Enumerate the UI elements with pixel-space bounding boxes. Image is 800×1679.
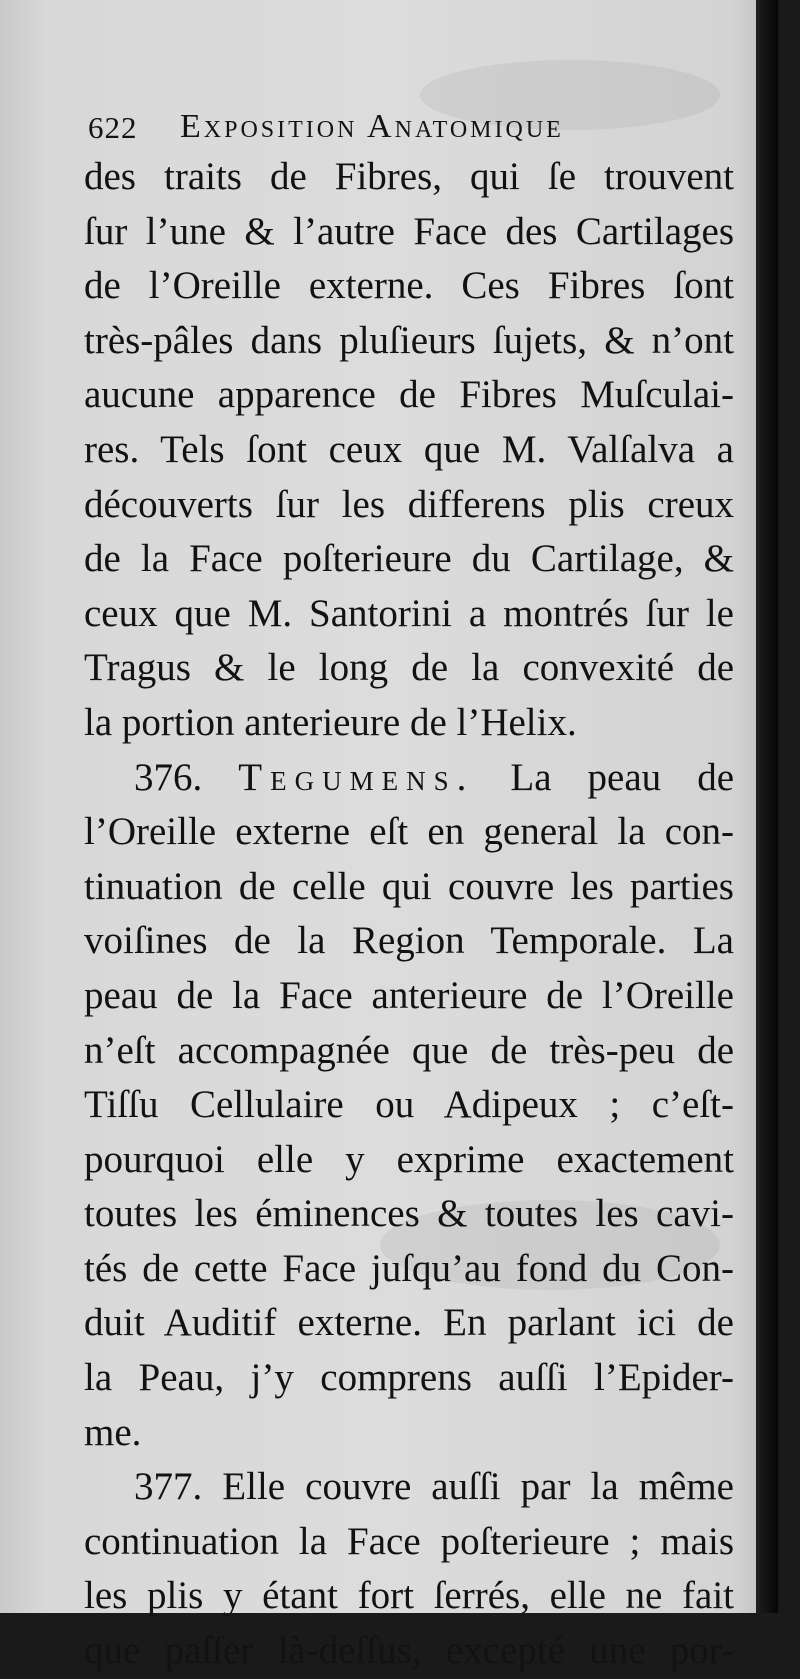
text-line: la Peau, j’y comprens auſſi l’Epider- [84, 1356, 734, 1400]
page-number: 622 [88, 110, 138, 145]
text-line: res. Tels ſont ceux que M. Valſalva a [84, 427, 734, 471]
running-title: Exposition Anatomique [180, 108, 564, 145]
paragraph-377-first-line: 377. Elle couvre auſſi par la même [134, 1465, 734, 1509]
text-line: très-pâles dans pluſieurs ſujets, & n’ont [84, 318, 734, 362]
body-text [84, 150, 734, 1679]
text-line: des traits de Fibres, qui ſe trouvent [84, 155, 734, 198]
text-line: me. [84, 1410, 142, 1454]
text-line: les plis y étant fort ſerrés, elle ne fait [84, 1574, 734, 1618]
text-line: ſur l’une & l’autre Face des Cartilages [84, 209, 734, 253]
page-edge-shadow [756, 0, 778, 1613]
text-line: l’Oreille externe eſt en general la con- [84, 810, 734, 854]
text-line: tés de cette Face juſqu’au fond du Con- [84, 1246, 734, 1290]
text-line: toutes les éminences & toutes les cavi- [84, 1192, 734, 1236]
paragraph-376-first-line [84, 751, 734, 806]
text-line: aucune apparence de Fibres Muſculai- [84, 373, 734, 417]
text-line: de la Face poſterieure du Cartilage, & [84, 537, 734, 581]
text-line: la portion anterieure de l’Helix. [84, 700, 577, 744]
page-header [88, 108, 728, 152]
text-line: ceux que M. Santorini a montrés ſur le [84, 591, 734, 635]
text-line: voiſines de la Region Temporale. La [84, 919, 734, 963]
section-heading: Tegumens. [238, 755, 475, 799]
text-line: découverts ſur les differens plis creux [84, 482, 734, 526]
text-line: de l’Oreille externe. Ces Fibres ſont [84, 264, 734, 308]
paragraph-number: 376. [134, 755, 203, 799]
text-line: Tragus & le long de la convexité de [84, 646, 734, 690]
text-line: n’eſt accompagnée que de très-peu de [84, 1028, 734, 1072]
text-line: pourquoi elle y exprime exactement [84, 1137, 734, 1181]
text-fragment: La peau de [510, 755, 735, 799]
text-line: que paſſer là-deſſus, excepté une por- [84, 1629, 734, 1673]
text-line: tinuation de celle qui couvre les parties [84, 864, 734, 908]
text-line: continuation la Face poſterieure ; mais [84, 1519, 734, 1563]
text-line: duit Auditif externe. En parlant ici de [84, 1301, 734, 1345]
text-line: peau de la Face anterieure de l’Oreille [84, 973, 734, 1017]
text-line: Tiſſu Cellulaire ou Adipeux ; c’eſt- [84, 1083, 734, 1127]
